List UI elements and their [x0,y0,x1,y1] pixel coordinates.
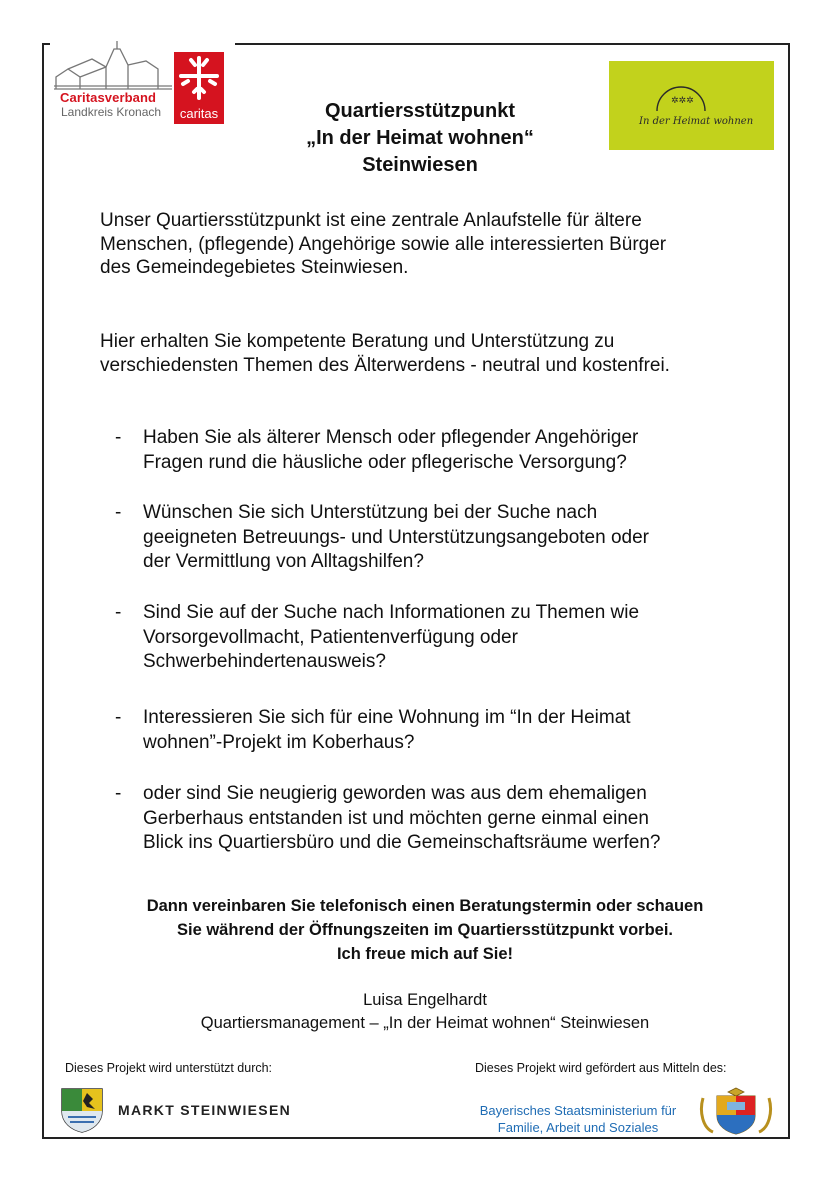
steinwiesen-coat-of-arms-icon [60,1087,104,1133]
intro-paragraph-1 [100,209,780,280]
bullet-line: Gerberhaus entstanden ist und möchten gerne einmal einen [143,807,649,829]
bullet-line: Fragen rund die häusliche oder pflegerische Versorgung? [143,451,627,473]
markt-steinwiesen-name: MARKT STEINWIESEN [118,1102,291,1118]
bullet-dash: - [115,427,122,448]
intro-line: Hier erhalten Sie kompetente Beratung und Unterstützung zu [100,331,615,352]
bullet-line: Sind Sie auf der Suche nach Informationen zu Themen wie [143,602,640,623]
intro-line: Menschen, (pflegende) Angehörige sowie alle interessierten Bürger [100,233,667,255]
bullet-dash: - [115,707,122,728]
intro-paragraph-2 [100,330,780,377]
town-silhouette-icon [54,37,174,91]
bullet-line: oder sind Sie neugierig geworden was aus dem ehemaligen [143,783,647,804]
bullet-dash: - [115,502,122,523]
bullet-line: wohnen”-Projekt im Koberhaus? [143,731,415,753]
page-frame [42,43,790,1139]
caritas-logo [50,33,235,128]
heimat-logo-text: In der Heimat wohnen [639,116,754,127]
bullet-line: geeigneten Betreuungs- und Unterstützungsangeboten oder [143,526,649,548]
call-to-action [60,894,790,966]
bullet-dash: - [115,783,122,804]
intro-line: des Gemeindegebietes Steinwiesen. [100,257,409,279]
title-line-3: Steinwiesen [362,154,478,176]
bullet-line: Haben Sie als älterer Mensch oder pflegender Angehöriger [143,427,639,448]
cta-line: Sie während der Öffnungszeiten im Quartiersstützpunkt vorbei. [177,921,673,939]
signature-name: Luisa Engelhardt [363,991,487,1009]
bullet-line: Vorsorgevollmacht, Patientenverfügung oder [143,626,518,648]
cta-line: Ich freue mich auf Sie! [336,945,514,963]
intro-line: verschiedensten Themen des Älterwerdens - neutral und kostenfrei. [100,354,670,376]
bullet-line: Schwerbehindertenausweis? [143,651,386,672]
caritas-brand: caritas [179,106,219,121]
bavarian-coat-of-arms-icon [697,1084,775,1136]
supported-by-label: Dieses Projekt wird unterstützt durch: [65,1061,273,1075]
flame-cross-icon [174,52,224,104]
intro-line: Unser Quartiersstützpunkt ist eine zentrale Anlaufstelle für ältere [100,210,642,231]
bullet-line: der Vermittlung von Alltagshilfen? [143,551,424,572]
signature-role: Quartiersmanagement – „In der Heimat wohnen“ Steinwiesen [200,1014,650,1032]
ministry-name [463,1102,693,1136]
dome-icon [653,81,709,113]
title-line-2: „In der Heimat wohnen“ [306,127,534,149]
bullet-dash: - [115,602,122,623]
caritas-name: Caritasverband [60,90,157,105]
caritas-region: Landkreis Kronach [61,105,162,119]
cta-line: Dann vereinbaren Sie telefonisch einen Beratungstermin oder schauen [146,897,704,915]
caritas-cross-badge [174,52,224,124]
title-line-1: Quartiersstützpunkt [324,100,516,122]
ministry-line: Bayerisches Staatsministerium für [479,1103,677,1118]
signature [60,989,790,1035]
funded-by-label: Dieses Projekt wird gefördert aus Mitteln des: [475,1061,727,1075]
bullet-line: Wünschen Sie sich Unterstützung bei der Suche nach [143,502,598,523]
heimat-logo [609,61,774,150]
svg-text:✲✲✲: ✲✲✲ [671,96,694,106]
bullet-line: Interessieren Sie sich für eine Wohnung im “In der Heimat [143,707,631,728]
bullet-line: Blick ins Quartiersbüro und die Gemeinschaftsräume werfen? [143,832,661,853]
page-title [240,98,600,179]
ministry-line: Familie, Arbeit und Soziales [497,1120,659,1135]
